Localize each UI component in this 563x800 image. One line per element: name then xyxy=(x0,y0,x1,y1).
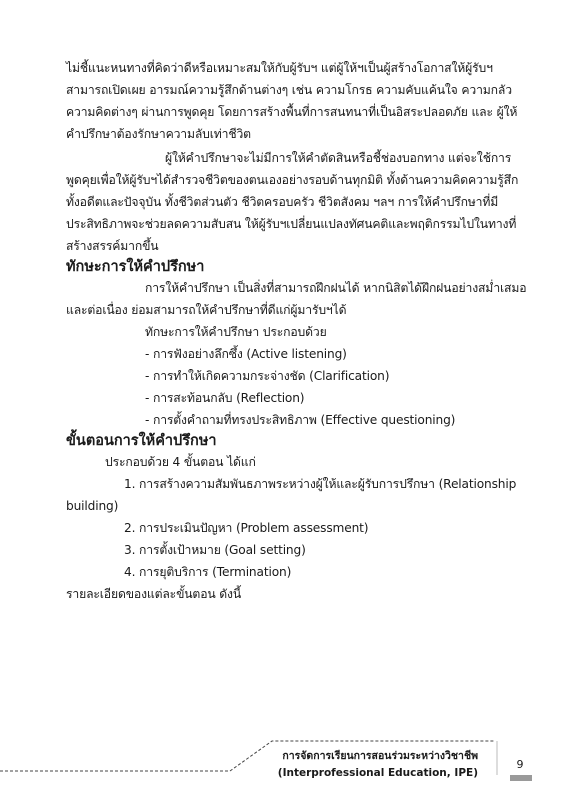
step-2: 2. การประเมินปัญหา (Problem assessment) xyxy=(124,521,369,535)
skills-line-2: และต่อเนื่อง ย่อมสามารถให้คำปรึกษาที่ดีแก่ผู้มารับฯได้ xyxy=(66,303,347,317)
step-1-line-1: 1. การสร้างความสัมพันธภาพระหว่างผู้ให้และผู้รับการปรึกษา (Relationship xyxy=(124,477,517,491)
steps-heading: ขั้นตอนการให้คำปรึกษา xyxy=(66,433,217,449)
step-3: 3. การตั้งเป้าหมาย (Goal setting) xyxy=(124,543,306,557)
intro-line-4: คำปรึกษาต้องรักษาความลับเท่าชีวิต xyxy=(66,127,251,141)
steps-intro: ประกอบด้วย 4 ขั้นตอน ได้แก่ xyxy=(105,455,256,469)
intro-line-1: ไม่ชี้แนะหนทางที่คิดว่าดีหรือเหมาะสมให้กับผู้รับฯ แต่ผู้ให้ฯเป็นผู้สร้างโอกาสให้ผู้รับฯ xyxy=(66,61,493,75)
page-number-bar xyxy=(510,775,532,781)
skill-item-1: - การฟังอย่างลึกซึ้ง (Active listening) xyxy=(145,347,347,361)
skill-item-2: - การทำให้เกิดความกระจ่างชัด (Clarification) xyxy=(145,369,390,383)
intro-line-3: ความคิดต่างๆ ผ่านการพูดคุย โดยการสร้างพื้นที่การสนทนาที่เป็นอิสระปลอดภัย และ ผู้ให้ xyxy=(66,105,518,119)
para2-line-3: ทั้งอดีตและปัจจุบัน ทั้งชีวิตส่วนตัว ชีวิตครอบครัว ชีวิตสังคม ฯลฯ การให้คำปรึกษาที่มี xyxy=(66,195,499,209)
intro-line-2: สามารถเปิดเผย อารมณ์ความรู้สึกด้านต่างๆ เช่น ความโกรธ ความคับแค้นใจ ความกลัว xyxy=(66,83,512,97)
steps-outro: รายละเอียดของแต่ละขั้นตอน ดังนี้ xyxy=(66,587,242,601)
para2-line-2: พูดคุยเพื่อให้ผู้รับฯได้สำรวจชีวิตของตนเองอย่างรอบด้านทุกมิติ ทั้งด้านความคิดความรู้สึก xyxy=(66,173,519,187)
skills-line-1: การให้คำปรึกษา เป็นสิ่งที่สามารถฝึกฝนได้ หากนิสิตได้ฝึกฝนอย่างสม่ำเสมอ xyxy=(145,281,527,295)
skills-heading: ทักษะการให้คำปรึกษา xyxy=(66,259,205,275)
skills-list-intro: ทักษะการให้คำปรึกษา ประกอบด้วย xyxy=(145,325,327,339)
skill-item-3: - การสะท้อนกลับ (Reflection) xyxy=(145,391,305,405)
para2-line-1: ผู้ให้คำปรึกษาจะไม่มีการให้คำตัดสินหรือชี้ช่องบอกทาง แต่จะใช้การ xyxy=(165,151,512,165)
skill-item-4: - การตั้งคำถามที่ทรงประสิทธิภาพ (Effective questioning) xyxy=(145,413,456,427)
footer-subtitle: (Interprofessional Education, IPE) xyxy=(277,767,478,779)
para2-line-5: สร้างสรรค์มากขึ้น xyxy=(66,239,159,253)
step-4: 4. การยุติบริการ (Termination) xyxy=(124,565,292,579)
footer-title: การจัดการเรียนการสอนร่วมระหว่างวิชาชีพ xyxy=(282,750,478,762)
page-number: 9 xyxy=(516,758,524,771)
para2-line-4: ประสิทธิภาพจะช่วยลดความสับสน ให้ผู้รับฯเปลี่ยนแปลงทัศนคติและพฤติกรรมไปในทางที่ xyxy=(66,217,517,231)
step-1-line-2: building) xyxy=(66,499,119,513)
